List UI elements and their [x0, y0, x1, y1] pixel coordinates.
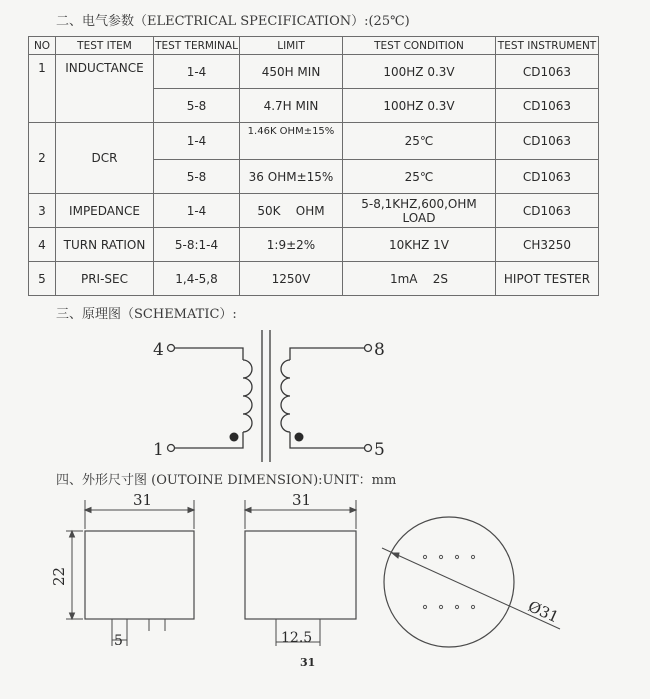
cell-item: INDUCTANCE	[56, 55, 154, 123]
bottom-outline	[384, 517, 514, 647]
pin-label-5: 5	[374, 440, 385, 460]
cell-limit: 36 OHM±15%	[240, 160, 343, 194]
cell-instrument: CD1063	[496, 89, 599, 123]
cell-limit: 4.7H MIN	[240, 89, 343, 123]
col-header-test-instrument: TEST INSTRUMENT	[496, 37, 599, 55]
pin-8-terminal	[365, 345, 372, 352]
cell-no: 1	[29, 55, 56, 123]
col-header-no: NO	[29, 37, 56, 55]
cell-terminal: 5-8	[154, 160, 240, 194]
cell-condition: 1mA 2S	[343, 262, 496, 296]
pin-label-1: 1	[153, 440, 164, 460]
cell-terminal: 1-4	[154, 123, 240, 160]
pin-label-8: 8	[374, 340, 385, 360]
cell-terminal: 1-4	[154, 55, 240, 89]
secondary-lead-top	[290, 348, 365, 360]
side-body	[245, 531, 356, 619]
schematic-heading: 三、原理图（SCHEMATIC）:	[56, 307, 237, 322]
cell-instrument: CD1063	[496, 194, 599, 228]
cell-limit: 50K OHM	[240, 194, 343, 228]
cell-limit: 1:9±2%	[240, 228, 343, 262]
pin-pitch-label: 5	[114, 633, 123, 649]
side-pitch-label: 12.5	[281, 630, 313, 646]
cell-no: 3	[29, 194, 56, 228]
cell-terminal: 1,4-5,8	[154, 262, 240, 296]
cell-condition: 10KHZ 1V	[343, 228, 496, 262]
cell-terminal: 1-4	[154, 194, 240, 228]
primary-winding	[243, 360, 252, 432]
cell-limit: 450H MIN	[240, 55, 343, 89]
cell-instrument: CD1063	[496, 160, 599, 194]
pin-5-terminal	[365, 445, 372, 452]
col-header-limit: LIMIT	[240, 37, 343, 55]
secondary-winding	[281, 360, 290, 432]
cell-instrument: HIPOT TESTER	[496, 262, 599, 296]
pin-1-terminal	[168, 445, 175, 452]
front-height-label: 22	[50, 566, 68, 586]
page-number: 31	[300, 656, 316, 669]
cell-no: 2	[29, 123, 56, 194]
col-header-test-condition: TEST CONDITION	[343, 37, 496, 55]
col-header-test-item: TEST ITEM	[56, 37, 154, 55]
bottom-view	[382, 517, 560, 647]
transformer-schematic	[168, 330, 372, 462]
cell-limit: 1250V	[240, 262, 343, 296]
side-width-label: 31	[292, 491, 312, 509]
front-view	[66, 500, 194, 646]
pin-4-terminal	[168, 345, 175, 352]
side-view	[245, 500, 356, 646]
cell-item: PRI-SEC	[56, 262, 154, 296]
pin-label-4: 4	[153, 340, 164, 360]
cell-no: 5	[29, 262, 56, 296]
cell-condition: 100HZ 0.3V	[343, 55, 496, 89]
primary-polarity-dot	[230, 433, 239, 442]
spec-heading: 二、电气参数（ELECTRICAL SPECIFICATION）:(25℃)	[56, 14, 410, 29]
secondary-polarity-dot	[295, 433, 304, 442]
cell-item: TURN RATION	[56, 228, 154, 262]
cell-item: IMPEDANCE	[56, 194, 154, 228]
primary-lead-top	[175, 348, 244, 360]
cell-condition: 25℃	[343, 123, 496, 160]
cell-terminal: 5-8	[154, 89, 240, 123]
front-width-label: 31	[133, 491, 153, 509]
cell-terminal: 5-8:1-4	[154, 228, 240, 262]
diameter-label: Ø31	[525, 597, 562, 627]
cell-instrument: CH3250	[496, 228, 599, 262]
cell-no: 4	[29, 228, 56, 262]
cell-condition: 25℃	[343, 160, 496, 194]
front-body	[85, 531, 194, 619]
bottom-view-pins	[423, 555, 474, 608]
cell-limit: 1.46K OHM±15%	[240, 123, 343, 160]
cell-condition: 5-8,1KHZ,600,OHM LOAD	[343, 194, 496, 228]
dimension-heading: 四、外形尺寸图 (OUTOINE DIMENSION):UNIT：mm	[56, 473, 397, 488]
cell-item: DCR	[56, 123, 154, 194]
cell-instrument: CD1063	[496, 55, 599, 89]
col-header-test-terminal: TEST TERMINAL	[154, 37, 240, 55]
cell-condition: 100HZ 0.3V	[343, 89, 496, 123]
cell-instrument: CD1063	[496, 123, 599, 160]
